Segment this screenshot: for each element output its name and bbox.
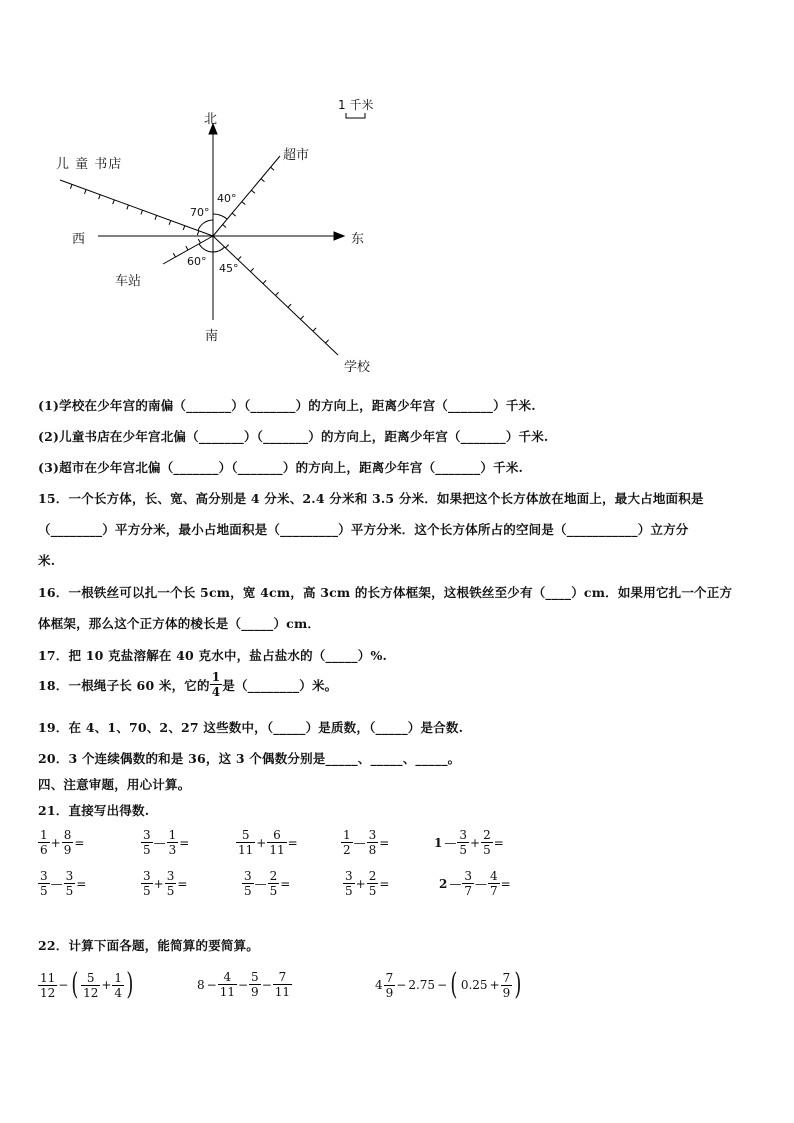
scale-label: 1 千米: [338, 98, 374, 112]
q14-part2: (2)儿童书店在少年宫北偏（_______）（_______）的方向上，距离少年宫（_______）千米.: [38, 429, 549, 444]
school-ticks: [226, 245, 329, 344]
west-label: 西: [72, 232, 86, 247]
q21-title: 21．直接写出得数.: [38, 803, 150, 818]
q16-line2: 体框架，那么这个正方体的棱长是（_____）cm．: [38, 616, 321, 631]
north-label: 北: [204, 112, 218, 127]
direction-diagram: [0, 0, 794, 380]
angle-60-label: 60°: [187, 255, 207, 268]
q14-part1: (1)学校在少年宫的南偏（_______）（_______）的方向上，距离少年宫（_______）千米.: [38, 398, 536, 413]
angle-70-label: 70°: [190, 206, 210, 219]
q21-expr-2: 3 5 — 1 3 =: [143, 828, 190, 857]
q22-title: 22．计算下面各题，能简算的要简算。: [38, 938, 259, 953]
q21-expr-3: 5 11 + 6 11 =: [238, 828, 298, 857]
q20-text: 20．3 个连续偶数的和是 36，这 3 个偶数分别是_____、_____、_____。: [38, 751, 461, 766]
q15-line1: 15．一个长方体，长、宽、高分别是 4 分米、2.4 分米和 3.5 分米．如果把这个长方体放在地面上，最大占地面积是: [38, 491, 704, 506]
q16-line1: 16．一根铁丝可以扎一个长 5cm，宽 4cm，高 3cm 的长方体框架，这根铁丝至少有（____）cm．如果用它扎一个正方: [38, 585, 733, 600]
angle-40-label: 40°: [217, 192, 237, 205]
q21-expr-9: 3 5 + 2 5 =: [345, 869, 390, 898]
q22-expr-1: 11 12 − ( 5 12 + 1 4 ): [40, 967, 134, 1002]
q15-line2: （________）平方分米，最小占地面积是（_________）平方分米．这个长方体所占的空间是（___________）立方分: [38, 522, 689, 537]
angle-arc-45: [213, 247, 225, 252]
q21-expr-6: 3 5 — 3 5 =: [40, 869, 87, 898]
supermarket-label: 超市: [283, 148, 310, 163]
station-label: 车站: [115, 274, 142, 289]
section4-heading: 四、注意审题，用心计算。: [38, 777, 191, 792]
q18-denominator: 4: [211, 685, 221, 699]
angle-arc-40: [213, 214, 227, 219]
q18-post: 是（________）米。: [222, 677, 338, 693]
south-label: 南: [205, 329, 219, 344]
east-label: 东: [351, 232, 365, 247]
q17-text: 17．把 10 克盐溶解在 40 克水中，盐占盐水的（_____）%.: [38, 648, 388, 663]
angle-45-label: 45°: [219, 262, 239, 275]
q21-expr-1: 1 6 + 8 9 =: [40, 828, 85, 857]
scale-bar: [346, 113, 365, 118]
q22-expr-2: 8 − 4 11 − 5 9 − 7 11: [197, 970, 291, 999]
q21-expr-7: 3 5 + 3 5 =: [143, 869, 188, 898]
q15-line3: 米.: [38, 553, 56, 568]
bookstore-ticks: [70, 185, 199, 236]
east-arrow-icon: [334, 232, 344, 240]
q21-expr-8: 3 5 — 2 5 =: [244, 869, 291, 898]
angle-arc-60: [199, 244, 213, 252]
angle-arc-70: [198, 220, 213, 231]
q22-expr-3: 4 7 9 − 2.75 − ( 0.25 + 7 9 ): [375, 967, 522, 1002]
q21-expr-4: 1 2 — 3 8 =: [343, 828, 390, 857]
q19-text: 19．在 4、1、70、2、27 这些数中，（_____）是质数，（_____）是合数.: [38, 720, 464, 735]
school-label: 学校: [344, 360, 371, 375]
q18-pre: 18．一根绳子长 60 米，它的: [38, 677, 210, 693]
q18-numerator: 1: [211, 670, 221, 684]
q18-fraction: [211, 670, 222, 699]
bookstore-label: 儿 童 书店: [56, 157, 123, 172]
q18-text: [38, 670, 337, 699]
q14-part3: (3)超市在少年宫北偏（_______）（_______）的方向上，距离少年宫（_______）千米.: [38, 460, 524, 475]
q21-expr-5: 1 — 3 5 + 2 5 =: [434, 828, 504, 857]
q21-expr-10: 2 — 3 7 — 4 7 =: [439, 869, 511, 898]
